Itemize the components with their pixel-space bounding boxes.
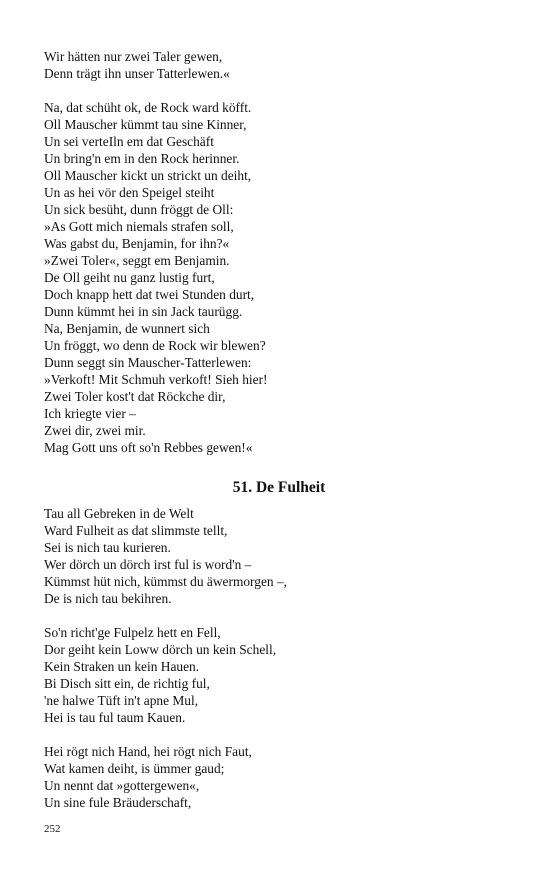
verse-line: »Verkoft! Mit Schmuh verkoft! Sieh hier!	[44, 372, 268, 387]
verse-line: Un sei verteIln em dat Geschäft	[44, 134, 214, 149]
stanza	[44, 505, 514, 607]
poem-de-fulheit	[44, 505, 514, 811]
verse-line: Doch knapp hett dat twei Stunden durt,	[44, 287, 255, 302]
verse-line: Na, Benjamin, de wunnert sich	[44, 321, 210, 336]
verse-line: So'n richt'ge Fulpelz hett en Fell,	[44, 625, 221, 640]
verse-line: De Oll geiht nu ganz lustig furt,	[44, 270, 215, 285]
verse-line: De is nich tau bekihren.	[44, 591, 172, 606]
verse-line: Zwei Toler kost't dat Röckche dir,	[44, 389, 226, 404]
verse-line: Hei is tau ful taum Kauen.	[44, 710, 186, 725]
verse-line: Un sick besüht, dunn fröggt de Oll:	[44, 202, 234, 217]
verse-line: Wir hätten nur zwei Taler gewen,	[44, 49, 223, 64]
verse-line: Ich kriegte vier –	[44, 406, 136, 421]
verse-line: Un as hei vör den Speigel steiht	[44, 185, 215, 200]
verse-line: Sei is nich tau kurieren.	[44, 540, 171, 555]
verse-line: »Zwei Toler«, seggt em Benjamin.	[44, 253, 230, 268]
poem-continuation	[44, 48, 514, 456]
verse-line: Un nennt dat »gottergewen«,	[44, 778, 200, 793]
stanza	[44, 48, 514, 82]
verse-line: Kümmst hüt nich, kümmst du äwermorgen –,	[44, 574, 287, 589]
verse-line: Oll Mauscher kickt un strickt un deiht,	[44, 168, 252, 183]
verse-line: Zwei dir, zwei mir.	[44, 423, 146, 438]
verse-line: Was gabst du, Benjamin, for ihn?«	[44, 236, 230, 251]
verse-line: Hei rögt nich Hand, hei rögt nich Faut,	[44, 744, 252, 759]
verse-line: Ward Fulheit as dat slimmste tellt,	[44, 523, 228, 538]
verse-line: Na, dat schüht ok, de Rock ward köfft.	[44, 100, 252, 115]
verse-line: Bi Disch sitt ein, de richtig ful,	[44, 676, 210, 691]
verse-line: Kein Straken un kein Hauen.	[44, 659, 200, 674]
verse-line: Denn trägt ihn unser Tatterlewen.«	[44, 66, 230, 81]
verse-line: »As Gott mich niemals strafen soll,	[44, 219, 234, 234]
stanza	[44, 99, 514, 456]
verse-line: Dunn kümmt hei in sin Jack taurügg.	[44, 304, 243, 319]
verse-line: Wat kamen deiht, is ümmer gaud;	[44, 761, 225, 776]
poem-title: 51. De Fulheit	[232, 479, 326, 496]
verse-line: 'ne halwe Tüft in't apne Mul,	[44, 693, 199, 708]
verse-line: Dor geiht kein Loww dörch un kein Schell,	[44, 642, 277, 657]
stanza	[44, 624, 514, 726]
verse-line: Oll Mauscher kümmt tau sine Kinner,	[44, 117, 247, 132]
verse-line: Un fröggt, wo denn de Rock wir blewen?	[44, 338, 266, 353]
page-number: 252	[44, 823, 61, 835]
verse-line: Wer dörch un dörch irst ful is word'n –	[44, 557, 252, 572]
verse-line: Tau all Gebreken in de Welt	[44, 506, 194, 521]
verse-line: Mag Gott uns oft so'n Rebbes gewen!«	[44, 440, 253, 455]
stanza	[44, 743, 514, 811]
verse-line: Un sine fule Bräuderschaft,	[44, 795, 192, 810]
verse-line: Un bring'n em in den Rock herinner.	[44, 151, 240, 166]
verse-line: Dunn seggt sin Mauscher-Tatterlewen:	[44, 355, 252, 370]
